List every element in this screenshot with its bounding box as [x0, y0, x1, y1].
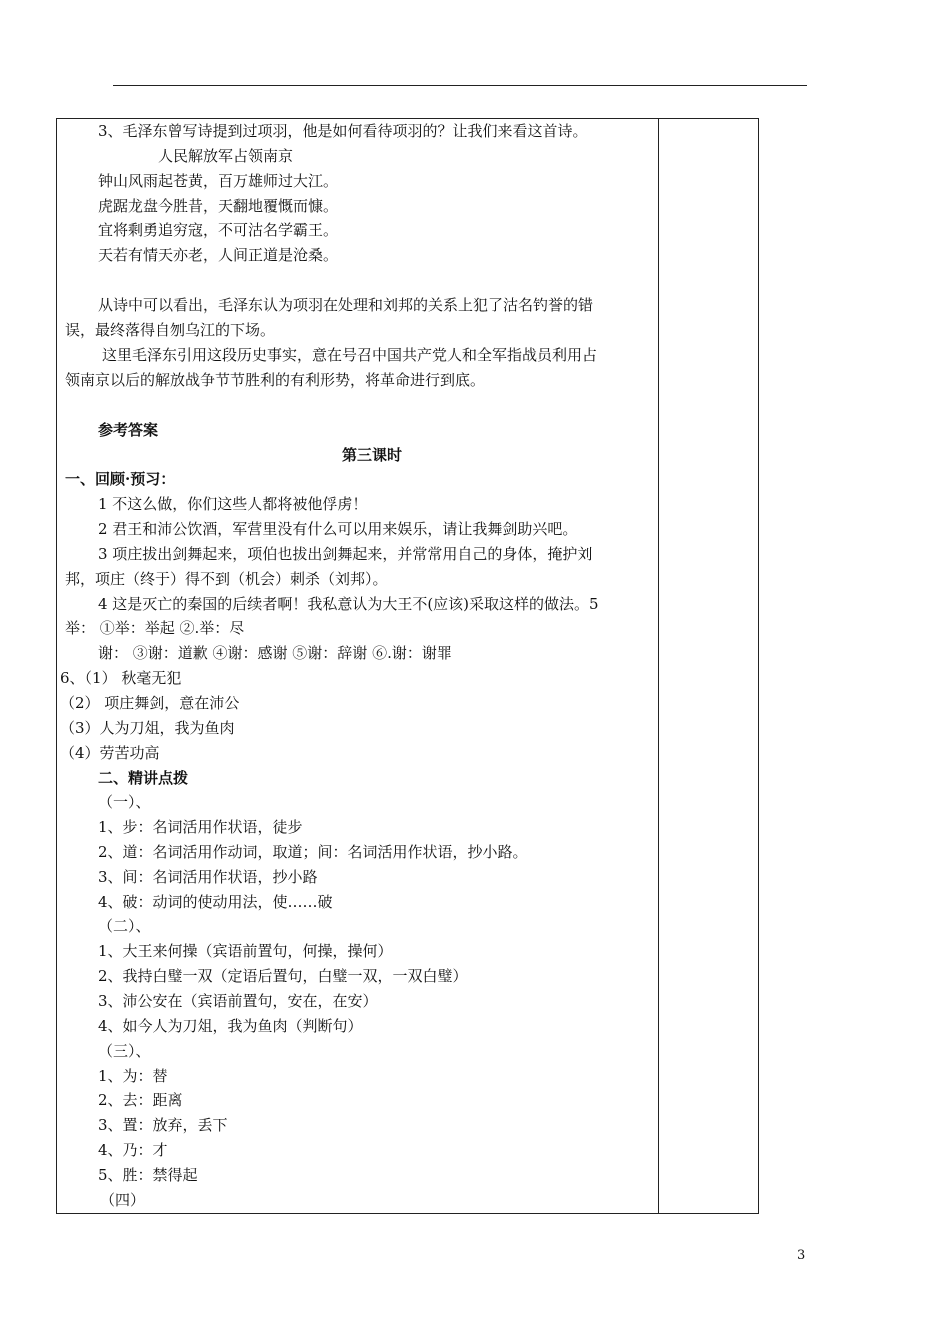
poem-line: 钟山风雨起苍黄，百万雄师过大江。 — [98, 172, 339, 190]
part-3-item: 2、去：距离 — [98, 1091, 183, 1109]
part-4-label: （四） — [100, 1191, 146, 1209]
review-item: 2 君王和沛公饮酒，军营里没有什么可以用来娱乐，请让我舞剑助兴吧。 — [98, 520, 578, 538]
review-item: 4 这是灭亡的秦国的后续者啊！我私意认为大王不(应该)采取这样的做法。5 — [98, 595, 599, 613]
part-3-item: 4、乃：才 — [98, 1141, 168, 1159]
review-item: 邦，项庄（终于）得不到（机会）刺杀（刘邦）。 — [65, 570, 388, 588]
poem-line: 宜将剩勇追穷寇，不可沽名学霸王。 — [98, 221, 339, 239]
part-1-item: 4、破：动词的使动用法，使……破 — [98, 893, 333, 911]
part-2-item: 4、如今人为刀俎，我为鱼肉（判断句） — [98, 1017, 363, 1035]
question-3-intro: 3、毛泽东曾写诗提到过项羽，他是如何看待项羽的？让我们来看这首诗。 — [98, 122, 588, 140]
page-number: 3 — [797, 1248, 806, 1263]
part-2-label: （二）、 — [98, 917, 151, 935]
header-rule — [113, 85, 807, 86]
analysis-paragraph-1-cont: 误，最终落得自刎乌江的下场。 — [65, 321, 276, 339]
part-1-item: 3、间：名词活用作状语，抄小路 — [98, 868, 318, 886]
table-column-divider — [658, 118, 659, 1214]
part-3-item: 3、置：放弃，丢下 — [98, 1116, 228, 1134]
part-3-item: 1、为：替 — [98, 1067, 168, 1085]
analysis-paragraph-2-cont: 领南京以后的解放战争节节胜利的有利形势，将革命进行到底。 — [65, 371, 486, 389]
detail-heading: 二、精讲点拨 — [98, 769, 189, 787]
q6-item: （4）劳苦功高 — [60, 744, 160, 762]
part-2-item: 3、沛公安在（宾语前置句，安在，在安） — [98, 992, 378, 1010]
part-3-label: （三）、 — [98, 1042, 151, 1060]
lesson-table — [56, 118, 759, 1214]
review-item: 谢： ③谢：道歉 ④谢：感谢 ⑤谢：辞谢 ⑥.谢：谢罪 — [98, 644, 452, 662]
part-3-item: 5、胜：禁得起 — [98, 1166, 198, 1184]
part-1-label: （一）、 — [98, 793, 151, 811]
review-item: 3 项庄拔出剑舞起来，项伯也拔出剑舞起来，并常常用自己的身体，掩护刘 — [98, 545, 593, 563]
answers-heading: 参考答案 — [98, 421, 159, 439]
q6-item: （3）人为刀俎，我为鱼肉 — [60, 719, 235, 737]
review-heading: 一、回顾·预习： — [65, 470, 176, 488]
q6-item: （2） 项庄舞剑，意在沛公 — [60, 694, 240, 712]
poem-line: 虎踞龙盘今胜昔，天翻地覆慨而慷。 — [98, 197, 339, 215]
part-2-item: 2、我持白璧一双（定语后置句，白璧一双，一双白璧） — [98, 967, 468, 985]
q6-item: 6、（1） 秋毫无犯 — [60, 669, 182, 687]
poem-title: 人民解放军占领南京 — [158, 147, 294, 165]
review-item: 举： ①举：举起 ②.举：尽 — [65, 619, 245, 637]
poem-line: 天若有情天亦老，人间正道是沧桑。 — [98, 246, 339, 264]
part-2-item: 1、大王来何操（宾语前置句，何操，操何） — [98, 942, 393, 960]
review-item: 1 不这么做，你们这些人都将被他俘虏！ — [98, 495, 368, 513]
part-1-item: 1、步：名词活用作状语，徒步 — [98, 818, 303, 836]
analysis-paragraph-1: 从诗中可以看出，毛泽东认为项羽在处理和刘邦的关系上犯了沽名钓誉的错 — [98, 296, 594, 314]
lesson-title: 第三课时 — [342, 446, 403, 464]
part-1-item: 2、道：名词活用作动词，取道；间：名词活用作状语，抄小路。 — [98, 843, 528, 861]
analysis-paragraph-2: 这里毛泽东引用这段历史事实，意在号召中国共产党人和全军指战员利用占 — [102, 346, 598, 364]
